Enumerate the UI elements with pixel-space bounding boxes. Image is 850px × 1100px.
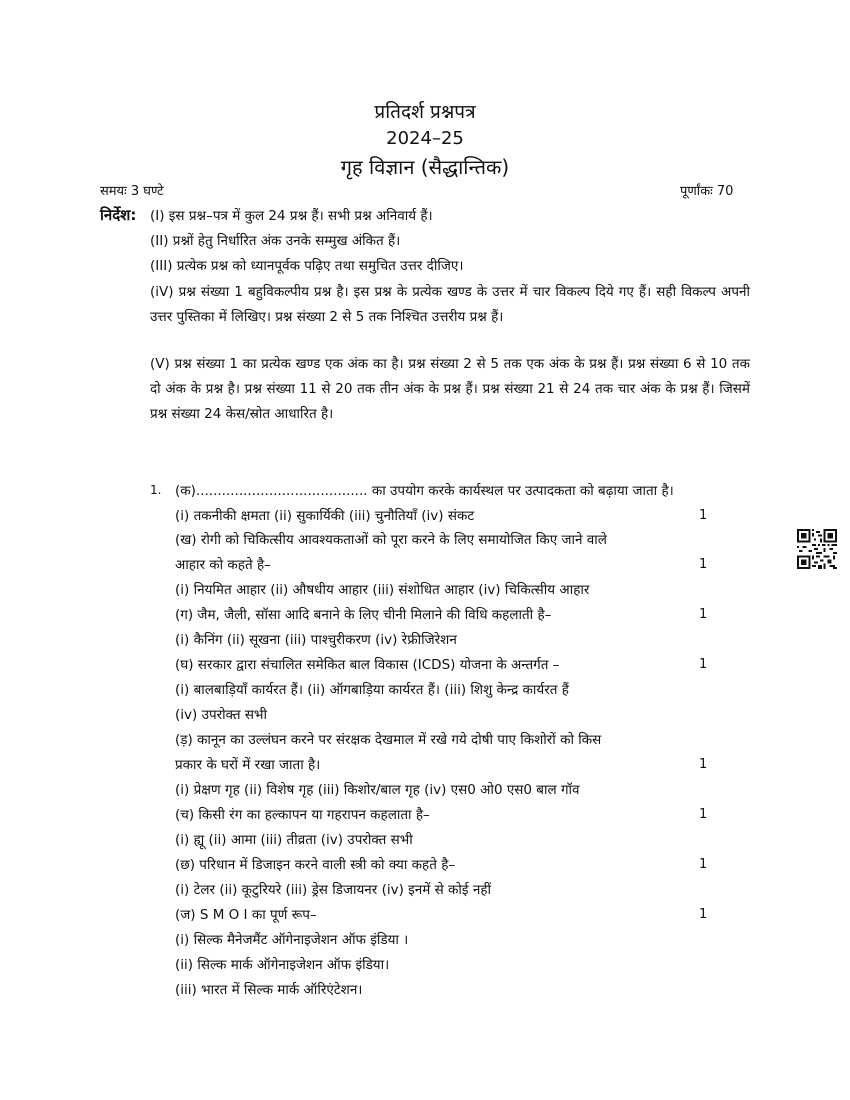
q1-part-kha-cont: आहार को कहते है– [175,557,271,573]
q1-kha-marks: 1 [699,557,708,572]
instruction-5: (V) प्रश्न संख्या 1 का प्रत्येक खण्ड एक अंक का है। प्रश्न संख्या 2 से 5 तक एक अंक के प्रश्न हैं। प्रश्न संख्या 6 से 10 तक दो अंक के प्रश्न है। प्रश्न संख्या 11 से 20 तक तीन अंक के प्रश्न हैं। प्रश्न संख्या 21 से 24 तक चार अंक के प्रश्न हैं। जिसमें प्रश्न संख्या 24 केस/स्रोत आधारित है। [150,356,750,422]
instruction-1: (I) इस प्रश्न–पत्र में कुल 24 प्रश्न हैं। सभी प्रश्न अनिवार्य हैं। [150,208,433,224]
q1-part-ka: (क)........................................ का उपयोग करके कार्यस्थल पर उत्पादकता को बढ़ाया जाता है। [175,483,674,499]
q1-part-gha: (घ) सरकार द्वारा संचालित समेकित बाल विकास (ICDS) योजना के अन्तर्गत – [175,657,560,673]
q1-kha-options: (i) नियमित आहार (ii) औषधीय आहार (iii) संशोधित आहार (iv) चिकित्सीय आहार [175,582,590,598]
q1-part-da-cont: प्रकार के घरों में रखा जाता है। [175,757,321,773]
q1-ga-options: (i) कैनिंग (ii) सूखना (iii) पाश्चुरीकरण (iv) रेफ्रीजिरेशन [175,632,457,648]
q1-gha-options-cont: (iv) उपरोक्त सभी [175,707,267,723]
instruction-2: (II) प्रश्नों हेतु निर्धारित अंक उनके सम्मुख अंकित हैं। [150,233,401,249]
q1-ja-option-2: (ii) सिल्क मार्क ऑगेनाइजेशन ऑफ इंडिया। [175,957,390,973]
q1-ja-marks: 1 [699,907,708,922]
q1-da-marks: 1 [699,757,708,772]
q1-cha-options: (i) ह्यू (ii) आमा (iii) तीव्रता (iv) उपरोक्त सभी [175,832,413,848]
q1-cha-marks: 1 [699,807,708,822]
q1-part-kha: (ख) रोगी को चिकित्सीय आवश्यकताओं को पूरा करने के लिए समायोजित किए जाने वाले [175,532,607,548]
q1-ka-marks: 1 [699,508,708,523]
q1-ja-option-3: (iii) भारत में सिल्क मार्क ऑरिएंटेशन। [175,982,363,998]
time-allowed: समयः 3 घण्टे [100,184,164,199]
paper-title: प्रतिदर्श प्रश्नपत्र [374,101,476,123]
q1-part-ga: (ग) जैम, जैली, सॉसा आदि बनाने के लिए चीनी मिलाने की विधि कहलाती है– [175,607,552,623]
q1-part-ja: (ज) S M O I का पूर्ण रूप– [175,907,317,923]
qr-code-icon [797,529,837,569]
instruction-4: (iV) प्रश्न संख्या 1 बहुविकल्पीय प्रश्न है। इस प्रश्न के प्रत्येक खण्ड के उत्तर में चार विकल्प दिये गए हैं। सही विकल्प अपनी उत्तर पुस्तिका में लिखिए। प्रश्न संख्या 2 से 5 तक निश्चित उत्तरीय प्रश्न हैं। [150,284,750,325]
max-marks: पूर्णांकः 70 [680,184,734,199]
q1-chha-marks: 1 [699,857,708,872]
q1-ga-marks: 1 [699,607,708,622]
paper-year: 2024–25 [386,128,464,149]
q1-da-options: (i) प्रेक्षण गृह (ii) विशेष गृह (iii) किशोर/बाल गृह (iv) एस0 ओ0 एस0 बाल गॉव [175,782,580,798]
q1-ja-option-1: (i) सिल्क मैनेजमैंट ऑगेनाइजेशन ऑफ इंडिया । [175,932,409,948]
instruction-3: (III) प्रत्येक प्रश्न को ध्यानपूर्वक पढ़िए तथा समुचित उत्तर दीजिए। [150,258,464,274]
paper-subject: गृह विज्ञान (सैद्धान्तिक) [340,155,510,179]
q1-chha-options: (i) टेलर (ii) कूटुरियरे (iii) ड्रेस डिजायनर (iv) इनमें से कोई नहीं [175,882,491,898]
instructions-label: निर्देश: [100,206,137,224]
q1-part-cha: (च) किसी रंग का हल्कापन या गहरापन कहलाता है– [175,807,430,823]
q1-part-chha: (छ) परिधान में डिजाइन करने वाली स्त्री को क्या कहते है– [175,857,456,873]
question-number: 1. [150,483,162,497]
q1-gha-options: (i) बालबाड़ियाँ कार्यरत हैं। (ii) ऑगबाड़िया कार्यरत हैं। (iii) शिशु केन्द्र कार्यरत हैं [175,682,569,698]
q1-gha-marks: 1 [699,657,708,672]
q1-ka-options: (i) तकनीकी क्षमता (ii) सुकार्यिकी (iii) चुनौतियाँ (iv) संकट [175,508,475,524]
q1-part-da: (ड़) कानून का उल्लंघन करने पर संरक्षक देखमाल में रखे गये दोषी पाए किशोरों को किस [175,732,602,748]
